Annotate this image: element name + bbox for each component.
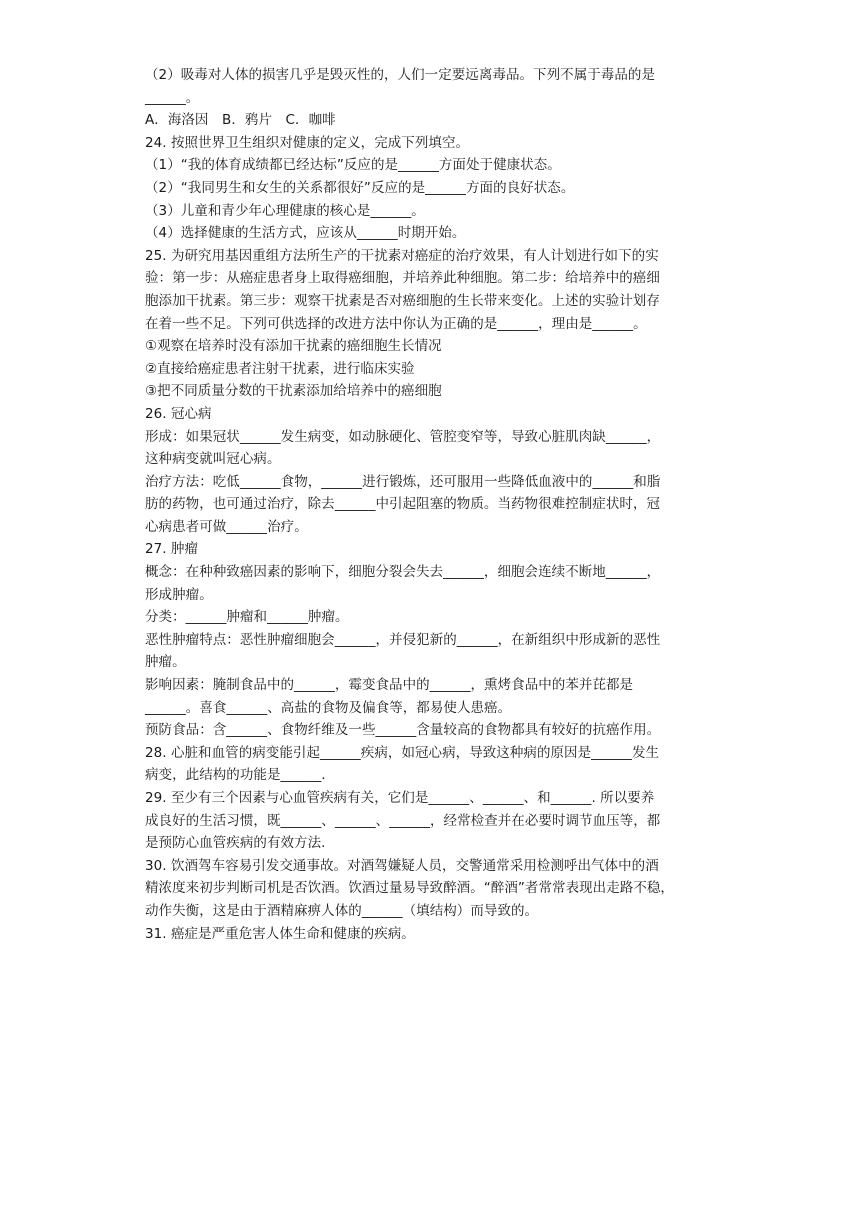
text-line: 形成：如果冠状______发生病变，如动脉硬化、管腔变窄等，导致心脏肌肉缺______，	[145, 428, 661, 445]
question-25-heading: 25. 为研究用基因重组方法所生产的干扰素对癌症的治疗效果，有人计划进行如下的实	[145, 247, 659, 264]
text-line: 病变，此结构的功能是______.	[145, 767, 326, 784]
text-line: 验：第一步：从癌症患者身上取得癌细胞，并培养此种细胞。第二步：给培养中的癌细	[145, 270, 660, 287]
text-line: A．海洛因 B．鸦片 C．咖啡	[145, 112, 336, 129]
question-27-heading: 27. 肿瘤	[145, 541, 199, 558]
text-line: 在着一些不足。下列可供选择的改进方法中你认为正确的是______，理由是______。	[145, 315, 647, 332]
text-line: （3）儿童和青少年心理健康的核心是______。	[145, 202, 425, 219]
option-line: ①观察在培养时没有添加干扰素的癌细胞生长情况	[145, 338, 442, 355]
text-line: 心病患者可做______治疗。	[145, 518, 308, 535]
text-line: 预防食品：含______、食物纤维及一些______含量较高的食物都具有较好的抗癌作用。	[145, 722, 661, 739]
text-line: 肪的药物，也可通过治疗，除去______中引起阻塞的物质。当药物很难控制症状时，冠	[145, 496, 661, 513]
text-line: 这种病变就叫冠心病。	[145, 451, 281, 468]
text-line: ______。	[145, 89, 200, 106]
question-28-heading: 28. 心脏和血管的病变能引起______疾病，如冠心病，导致这种病的原因是______发生	[145, 744, 660, 761]
text-line: 精浓度来初步判断司机是否饮酒。饮酒过量易导致醉酒。“醉酒”者常常表现出走路不稳，	[145, 880, 674, 897]
text-line: 影响因素：腌制食品中的______，霉变食品中的______，熏烤食品中的苯并芘都是	[145, 677, 634, 694]
text-line: （1）“我的体育成绩都已经达标”反应的是______方面处于健康状态。	[145, 157, 561, 174]
text-line: 动作失衡，这是由于酒精麻痹人体的______（填结构）而导致的。	[145, 902, 539, 919]
question-24-heading: 24. 按照世界卫生组织对健康的定义，完成下列填空。	[145, 134, 470, 151]
text-line: 治疗方法：吃低______食物，______进行锻炼，还可服用一些降低血液中的______和脂	[145, 473, 661, 490]
text-line: ______。喜食______、高盐的食物及偏食等，都易使人患癌。	[145, 699, 512, 716]
text-line: 形成肿瘤。	[145, 586, 213, 603]
text-line: 分类：______肿瘤和______肿瘤。	[145, 609, 349, 626]
option-line: ②直接给癌症患者注射干扰素，进行临床实验	[145, 360, 415, 377]
text-line: （4）选择健康的生活方式，应该从______时期开始。	[145, 225, 466, 242]
question-30-heading: 30. 饮酒驾车容易引发交通事故。对酒驾嫌疑人员，交警通常采用检测呼出气体中的酒	[145, 857, 659, 874]
question-29-heading: 29. 至少有三个因素与心血管疾病有关，它们是______、______、和______. 所以要养	[145, 790, 655, 806]
question-26-heading: 26. 冠心病	[145, 405, 212, 422]
option-line: ③把不同质量分数的干扰素添加给培养中的癌细胞	[145, 383, 442, 400]
text-line: 恶性肿瘤特点：恶性肿瘤细胞会______，并侵犯新的______，在新组织中形成新的恶性	[145, 631, 661, 648]
text-line: 概念：在种种致癌因素的影响下，细胞分裂会失去______，细胞会连续不断地______，	[145, 564, 661, 581]
text-line: 成良好的生活习惯，既______、______、______，经常检查并在必要时调节血压等，都	[145, 812, 661, 829]
document-body	[145, 64, 725, 945]
text-line: 是预防心血管疾病的有效方法.	[145, 835, 326, 852]
text-line: （2）“我同男生和女生的关系都很好”反应的是______方面的良好状态。	[145, 179, 575, 196]
text-line: （2）吸毒对人体的损害几乎是毁灭性的，人们一定要远离毒品。下列不属于毒品的是	[145, 67, 655, 83]
text-line: 肿瘤。	[145, 654, 186, 671]
text-line: 胞添加干扰素。第三步：观察干扰素是否对癌细胞的生长带来变化。上述的实验计划存	[145, 292, 660, 309]
question-31-heading: 31. 癌症是严重危害人体生命和健康的疾病。	[145, 925, 415, 942]
